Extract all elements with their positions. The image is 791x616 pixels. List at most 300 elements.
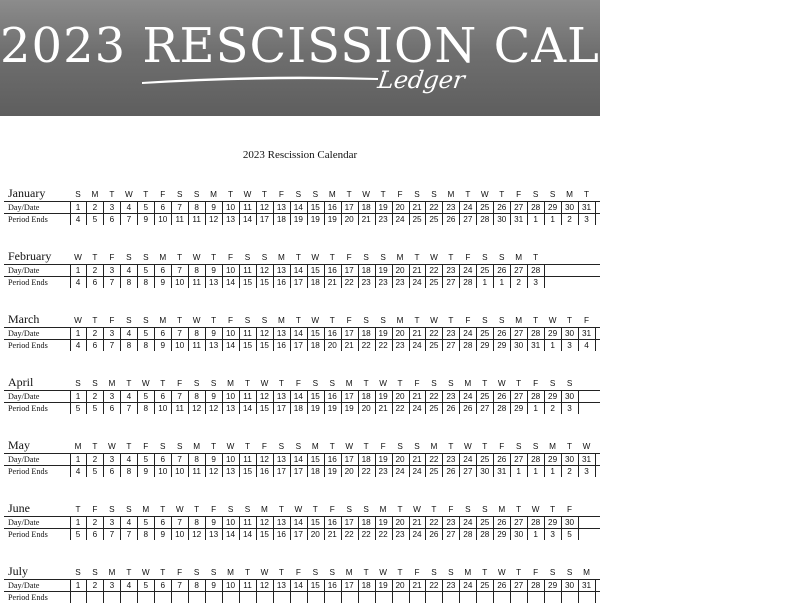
weekday-cell: T bbox=[177, 316, 183, 325]
column-divider bbox=[527, 265, 528, 288]
weekday-cell: F bbox=[346, 253, 352, 262]
day-cell: 16 bbox=[327, 329, 337, 338]
day-cell: 20 bbox=[395, 203, 405, 212]
day-cell: 1 bbox=[75, 203, 81, 212]
period-end-cell: 22 bbox=[344, 278, 354, 287]
day-cell: 25 bbox=[480, 392, 490, 401]
column-divider bbox=[222, 265, 223, 288]
period-end-cell: 29 bbox=[514, 404, 524, 413]
day-cell: 15 bbox=[310, 203, 320, 212]
weekday-cell: S bbox=[312, 568, 319, 577]
period-end-cell: 11 bbox=[175, 215, 184, 224]
column-divider bbox=[341, 328, 342, 351]
day-cell: 27 bbox=[514, 581, 524, 590]
column-divider bbox=[171, 454, 172, 477]
weekday-cell: W bbox=[480, 190, 489, 199]
day-cell: 24 bbox=[463, 203, 473, 212]
column-divider bbox=[70, 265, 71, 288]
column-divider bbox=[307, 328, 308, 351]
period-end-cell: 13 bbox=[225, 404, 236, 413]
weekday-cell: F bbox=[533, 568, 539, 577]
weekday-cell: M bbox=[74, 442, 82, 451]
day-cell: 21 bbox=[412, 203, 422, 212]
period-end-cell: 12 bbox=[209, 215, 219, 224]
column-divider bbox=[358, 265, 359, 288]
weekday-cell: T bbox=[414, 253, 420, 262]
day-cell: 21 bbox=[412, 518, 422, 527]
column-divider bbox=[188, 454, 189, 477]
weekday-cell: T bbox=[499, 190, 505, 199]
header-banner bbox=[0, 0, 791, 116]
column-divider bbox=[188, 580, 189, 603]
column-divider bbox=[205, 328, 206, 351]
day-cell: 26 bbox=[497, 392, 507, 401]
period-end-cell: 26 bbox=[446, 404, 456, 413]
column-divider bbox=[527, 202, 528, 225]
column-divider bbox=[171, 391, 172, 414]
column-divider bbox=[86, 517, 87, 540]
column-divider bbox=[222, 517, 223, 540]
period-end-cell: 3 bbox=[584, 467, 589, 476]
weekday-cell: T bbox=[160, 379, 166, 388]
day-cell: 1 bbox=[75, 455, 81, 464]
day-cell: 22 bbox=[429, 203, 439, 212]
day-cell: 8 bbox=[194, 266, 199, 275]
day-cell: 25 bbox=[480, 455, 490, 464]
period-end-cell: 23 bbox=[378, 215, 388, 224]
column-divider bbox=[510, 391, 511, 414]
period-end-cell: 6 bbox=[109, 215, 115, 224]
month-block bbox=[0, 312, 600, 364]
weekday-cell: T bbox=[516, 379, 522, 388]
period-end-cell: 27 bbox=[446, 341, 456, 350]
weekday-cell: S bbox=[431, 379, 437, 388]
day-cell: 18 bbox=[361, 392, 371, 401]
period-end-cell: 3 bbox=[550, 530, 555, 539]
column-divider bbox=[341, 265, 342, 288]
column-divider bbox=[205, 454, 206, 477]
column-divider bbox=[527, 454, 528, 477]
column-divider bbox=[103, 454, 104, 477]
period-end-cell: 28 bbox=[463, 341, 473, 350]
day-cell: 15 bbox=[310, 518, 320, 527]
day-cell: 10 bbox=[225, 392, 236, 401]
day-cell: 9 bbox=[211, 581, 216, 590]
day-cell: 12 bbox=[259, 392, 269, 401]
day-cell: 9 bbox=[211, 203, 216, 212]
weekday-cell: S bbox=[329, 379, 335, 388]
column-divider bbox=[290, 517, 291, 540]
period-end-cell: 10 bbox=[175, 530, 185, 539]
weekday-cell: S bbox=[431, 190, 437, 199]
weekday-cell: S bbox=[227, 505, 234, 514]
weekday-cell: S bbox=[244, 253, 251, 262]
month-name: January bbox=[8, 186, 46, 200]
period-end-cell: 10 bbox=[158, 404, 168, 413]
column-divider bbox=[120, 202, 121, 225]
column-divider bbox=[442, 202, 443, 225]
weekday-cell: T bbox=[583, 190, 589, 199]
period-end-cell: 11 bbox=[175, 404, 184, 413]
day-cell: 31 bbox=[581, 455, 592, 464]
period-end-cell: 30 bbox=[514, 341, 524, 350]
day-cell: 11 bbox=[243, 392, 252, 401]
column-divider bbox=[425, 517, 426, 540]
column-divider bbox=[70, 580, 71, 603]
weekday-cell: M bbox=[210, 190, 217, 199]
weekday-cell: F bbox=[583, 316, 589, 325]
weekday-cell: M bbox=[515, 316, 523, 325]
day-cell: 28 bbox=[531, 581, 541, 590]
weekday-cell: T bbox=[92, 253, 98, 262]
weekday-cell: S bbox=[109, 505, 115, 514]
day-cell: 11 bbox=[243, 581, 252, 590]
period-end-cell: 10 bbox=[175, 278, 185, 287]
day-cell: 14 bbox=[293, 203, 303, 212]
column-divider bbox=[459, 328, 460, 351]
column-divider bbox=[595, 202, 596, 225]
period-end-cell: 13 bbox=[209, 530, 219, 539]
column-divider bbox=[188, 202, 189, 225]
weekday-cell: S bbox=[210, 379, 217, 388]
weekday-cell: F bbox=[177, 379, 183, 388]
day-cell: 22 bbox=[429, 329, 439, 338]
column-divider bbox=[578, 202, 579, 225]
weekday-cell: W bbox=[497, 379, 506, 388]
period-end-cell: 12 bbox=[192, 404, 202, 413]
column-divider bbox=[476, 328, 477, 351]
day-cell: 21 bbox=[412, 455, 422, 464]
day-cell: 26 bbox=[497, 329, 507, 338]
weekday-cell: S bbox=[482, 316, 488, 325]
weekday-cell: T bbox=[482, 379, 488, 388]
weekday-cell: W bbox=[379, 379, 387, 388]
day-cell: 29 bbox=[548, 392, 558, 401]
day-cell: 25 bbox=[480, 329, 490, 338]
period-end-cell: 17 bbox=[293, 467, 303, 476]
weekday-cell: W bbox=[311, 253, 320, 262]
weekday-cell: T bbox=[516, 505, 522, 514]
weekday-cell: S bbox=[244, 316, 251, 325]
column-divider bbox=[86, 391, 87, 414]
column-divider bbox=[222, 454, 223, 477]
weekday-cell: S bbox=[566, 379, 573, 388]
period-end-cell: 22 bbox=[361, 341, 371, 350]
day-cell: 23 bbox=[446, 329, 456, 338]
column-divider bbox=[544, 454, 545, 477]
day-cell: 27 bbox=[514, 329, 524, 338]
column-divider bbox=[70, 391, 71, 414]
day-cell: 4 bbox=[126, 581, 132, 590]
weekday-cell: T bbox=[550, 505, 556, 514]
day-cell: 24 bbox=[463, 392, 473, 401]
period-end-cell: 20 bbox=[310, 530, 320, 539]
period-end-cell: 10 bbox=[158, 467, 168, 476]
column-divider bbox=[256, 454, 257, 477]
weekday-cell: M bbox=[566, 190, 573, 199]
column-divider bbox=[103, 580, 104, 603]
column-divider bbox=[154, 517, 155, 540]
day-date-label: Day/Date bbox=[8, 329, 40, 338]
column-divider bbox=[137, 265, 138, 288]
period-end-cell: 8 bbox=[143, 404, 149, 413]
column-divider bbox=[103, 517, 104, 540]
day-cell: 12 bbox=[259, 329, 269, 338]
day-date-label: Day/Date bbox=[8, 392, 40, 401]
period-end-cell: 1 bbox=[516, 467, 521, 476]
weekday-cell: S bbox=[295, 442, 302, 451]
weekday-cell: S bbox=[312, 190, 319, 199]
column-divider bbox=[324, 265, 325, 288]
day-cell: 13 bbox=[276, 518, 286, 527]
period-ends-label: Period Ends bbox=[8, 215, 48, 224]
period-end-cell: 21 bbox=[344, 341, 354, 350]
day-cell: 19 bbox=[378, 518, 388, 527]
day-cell: 4 bbox=[126, 329, 132, 338]
column-divider bbox=[103, 265, 104, 288]
day-cell: 30 bbox=[564, 581, 575, 590]
day-cell: 17 bbox=[344, 455, 354, 464]
day-cell: 18 bbox=[361, 518, 371, 527]
day-cell: 28 bbox=[531, 455, 541, 464]
weekday-cell: M bbox=[261, 505, 268, 514]
weekday-cell: T bbox=[126, 379, 132, 388]
column-divider bbox=[324, 328, 325, 351]
weekday-cell: T bbox=[329, 253, 335, 262]
weekday-cell: T bbox=[75, 505, 81, 514]
weekday-cell: S bbox=[244, 505, 251, 514]
period-end-cell: 1 bbox=[499, 278, 505, 287]
day-cell: 13 bbox=[276, 203, 286, 212]
day-cell: 4 bbox=[126, 518, 132, 527]
weekday-cell: T bbox=[278, 505, 284, 514]
day-cell: 25 bbox=[480, 203, 490, 212]
column-divider bbox=[561, 517, 562, 540]
weekday-cell: M bbox=[277, 253, 285, 262]
column-divider bbox=[375, 580, 376, 603]
column-divider bbox=[324, 517, 325, 540]
period-end-cell: 1 bbox=[533, 404, 538, 413]
day-cell: 27 bbox=[514, 518, 524, 527]
column-divider bbox=[561, 202, 562, 225]
column-divider bbox=[222, 580, 223, 603]
period-end-cell: 7 bbox=[126, 404, 132, 413]
period-end-cell: 21 bbox=[327, 278, 337, 287]
column-divider bbox=[171, 517, 172, 540]
column-divider bbox=[188, 391, 189, 414]
weekday-cell: W bbox=[413, 505, 421, 514]
weekday-cell: F bbox=[261, 442, 267, 451]
period-end-cell: 23 bbox=[361, 278, 371, 287]
day-cell: 17 bbox=[344, 203, 354, 212]
day-cell: 26 bbox=[497, 203, 507, 212]
column-divider bbox=[375, 517, 376, 540]
day-cell: 3 bbox=[109, 203, 115, 212]
column-divider bbox=[239, 328, 240, 351]
day-cell: 3 bbox=[109, 392, 115, 401]
month-name: June bbox=[8, 501, 30, 515]
weekday-cell: S bbox=[75, 568, 81, 577]
column-divider bbox=[527, 580, 528, 603]
day-cell: 19 bbox=[378, 203, 388, 212]
month-block bbox=[0, 249, 600, 301]
weekday-cell: S bbox=[515, 442, 522, 451]
period-end-cell: 9 bbox=[160, 341, 166, 350]
period-end-cell: 27 bbox=[463, 467, 473, 476]
period-end-cell: 13 bbox=[225, 467, 236, 476]
weekday-cell: M bbox=[277, 316, 285, 325]
weekday-cell: F bbox=[533, 379, 539, 388]
day-cell: 27 bbox=[514, 203, 524, 212]
weekday-cell: F bbox=[414, 568, 420, 577]
column-divider bbox=[578, 580, 579, 603]
period-end-cell: 16 bbox=[276, 341, 286, 350]
column-divider bbox=[324, 580, 325, 603]
day-cell: 27 bbox=[514, 392, 524, 401]
day-date-label: Day/Date bbox=[8, 581, 40, 590]
column-divider bbox=[510, 517, 511, 540]
weekday-cell: W bbox=[192, 316, 201, 325]
weekday-cell: S bbox=[160, 442, 166, 451]
period-end-cell: 16 bbox=[276, 278, 286, 287]
day-cell: 4 bbox=[126, 392, 132, 401]
weekday-cell: W bbox=[430, 253, 438, 262]
column-divider bbox=[273, 517, 274, 540]
period-end-cell: 9 bbox=[143, 215, 149, 224]
period-end-cell: 14 bbox=[242, 215, 253, 224]
day-cell: 2 bbox=[92, 581, 98, 590]
period-ends-label: Period Ends bbox=[8, 530, 48, 539]
period-end-cell: 15 bbox=[242, 467, 253, 476]
weekday-cell: T bbox=[177, 253, 183, 262]
period-end-cell: 5 bbox=[92, 467, 98, 476]
day-cell: 23 bbox=[446, 203, 456, 212]
column-divider bbox=[409, 265, 410, 288]
column-divider bbox=[171, 328, 172, 351]
day-cell: 7 bbox=[177, 518, 182, 527]
period-end-cell: 20 bbox=[344, 215, 354, 224]
column-divider bbox=[358, 391, 359, 414]
period-end-cell: 19 bbox=[344, 404, 354, 413]
period-end-cell: 19 bbox=[327, 215, 337, 224]
weekday-cell: M bbox=[396, 316, 404, 325]
day-cell: 15 bbox=[310, 392, 320, 401]
period-end-cell: 7 bbox=[109, 341, 115, 350]
weekday-cell: F bbox=[499, 442, 505, 451]
day-cell: 5 bbox=[143, 266, 149, 275]
day-cell: 5 bbox=[143, 392, 149, 401]
weekday-cell: T bbox=[397, 568, 403, 577]
period-end-cell: 8 bbox=[143, 278, 149, 287]
weekday-cell: M bbox=[311, 442, 319, 451]
weekday-cell: M bbox=[142, 505, 150, 514]
weekday-cell: F bbox=[567, 505, 573, 514]
column-divider bbox=[154, 265, 155, 288]
weekday-cell: M bbox=[549, 442, 556, 451]
banner-title: 2023 RESCISSION CALENDAR bbox=[0, 18, 791, 74]
day-cell: 5 bbox=[143, 455, 149, 464]
column-divider bbox=[273, 580, 274, 603]
day-cell: 1 bbox=[75, 392, 81, 401]
period-end-cell: 23 bbox=[395, 530, 405, 539]
column-divider bbox=[459, 580, 460, 603]
period-end-cell: 22 bbox=[378, 341, 388, 350]
period-end-cell: 26 bbox=[446, 467, 456, 476]
column-divider bbox=[256, 517, 257, 540]
period-end-cell: 4 bbox=[75, 341, 81, 350]
period-end-cell: 6 bbox=[109, 467, 115, 476]
period-end-cell: 8 bbox=[143, 341, 149, 350]
period-end-cell: 31 bbox=[531, 341, 541, 350]
weekday-cell: W bbox=[430, 316, 438, 325]
weekday-cell: S bbox=[499, 253, 505, 262]
weekday-cell: S bbox=[566, 568, 573, 577]
column-divider bbox=[307, 517, 308, 540]
weekday-cell: M bbox=[379, 505, 387, 514]
column-divider bbox=[392, 391, 393, 414]
weekday-cell: F bbox=[465, 316, 471, 325]
column-divider bbox=[510, 265, 511, 288]
weekday-cell: T bbox=[92, 316, 98, 325]
day-cell: 14 bbox=[293, 581, 303, 590]
period-end-cell: 1 bbox=[482, 278, 488, 287]
day-cell: 4 bbox=[126, 266, 132, 275]
period-end-cell: 22 bbox=[344, 530, 354, 539]
column-divider bbox=[425, 454, 426, 477]
weekday-cell: T bbox=[329, 316, 335, 325]
day-cell: 25 bbox=[480, 266, 490, 275]
weekday-cell: T bbox=[448, 442, 454, 451]
day-cell: 15 bbox=[310, 455, 320, 464]
column-divider bbox=[154, 328, 155, 351]
weekday-cell: F bbox=[465, 253, 471, 262]
weekday-cell: F bbox=[278, 190, 284, 199]
period-end-cell: 1 bbox=[533, 467, 538, 476]
weekday-cell: T bbox=[567, 442, 573, 451]
period-end-cell: 29 bbox=[497, 530, 507, 539]
column-divider bbox=[392, 202, 393, 225]
weekday-cell: M bbox=[108, 379, 116, 388]
period-end-cell: 22 bbox=[361, 467, 371, 476]
column-divider bbox=[544, 517, 545, 540]
column-divider bbox=[70, 454, 71, 477]
column-divider bbox=[561, 328, 562, 351]
day-cell: 16 bbox=[327, 581, 337, 590]
day-cell: 9 bbox=[211, 518, 216, 527]
day-cell: 19 bbox=[378, 581, 388, 590]
column-divider bbox=[493, 517, 494, 540]
day-cell: 10 bbox=[225, 581, 236, 590]
day-cell: 7 bbox=[177, 329, 182, 338]
column-divider bbox=[290, 202, 291, 225]
weekday-cell: T bbox=[160, 505, 166, 514]
column-divider bbox=[290, 391, 291, 414]
column-divider bbox=[239, 454, 240, 477]
column-divider bbox=[188, 265, 189, 288]
column-divider bbox=[205, 517, 206, 540]
period-end-cell: 4 bbox=[75, 467, 81, 476]
weekday-cell: W bbox=[463, 442, 472, 451]
weekday-cell: S bbox=[414, 442, 420, 451]
day-cell: 12 bbox=[259, 455, 269, 464]
weekday-cell: S bbox=[126, 316, 132, 325]
weekday-cell: M bbox=[159, 316, 167, 325]
day-cell: 7 bbox=[177, 455, 182, 464]
weekday-cell: S bbox=[193, 379, 200, 388]
column-divider bbox=[561, 580, 562, 603]
weekday-cell: T bbox=[143, 190, 149, 199]
column-divider bbox=[425, 328, 426, 351]
